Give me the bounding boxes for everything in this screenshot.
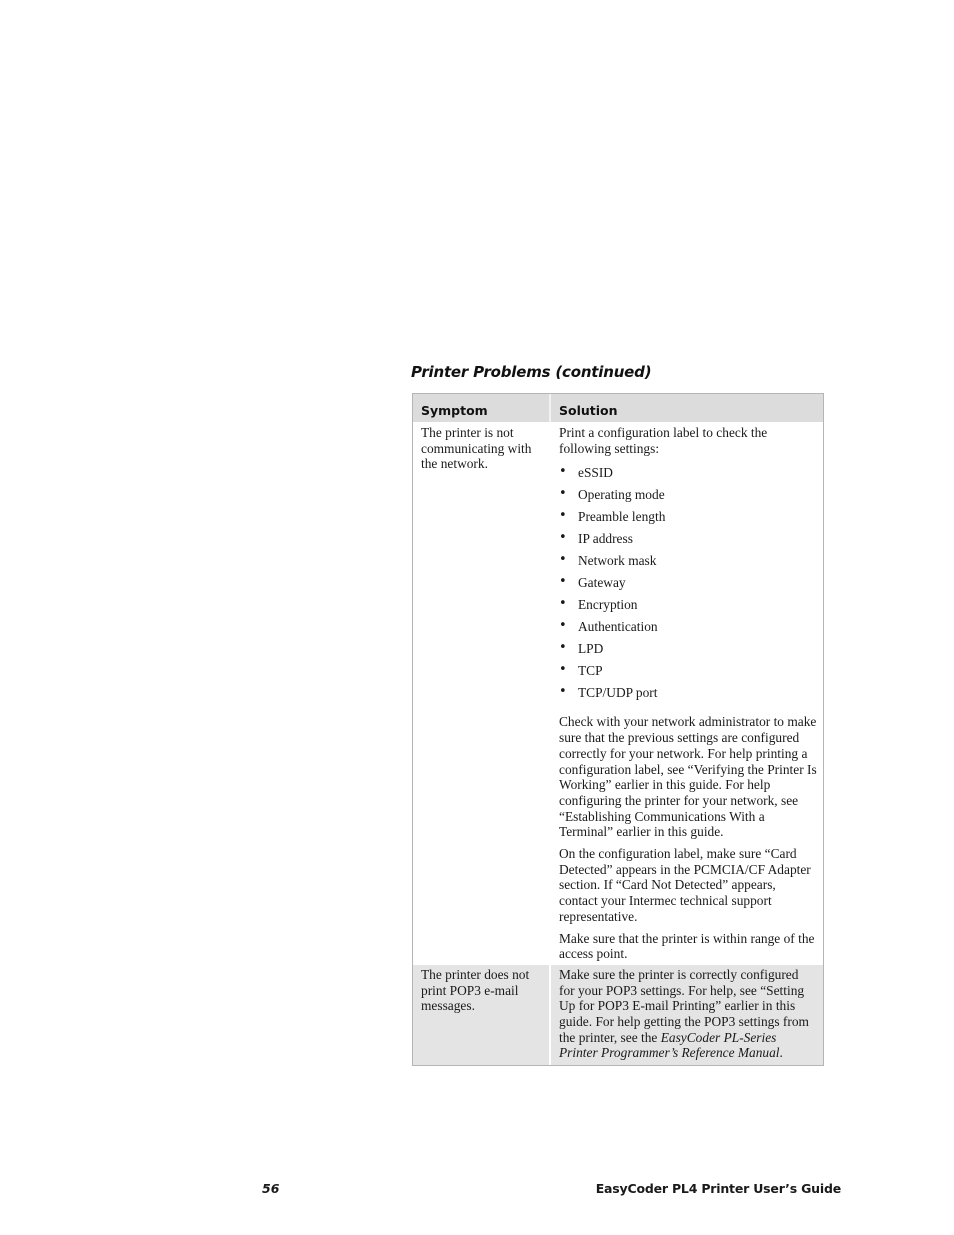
bullet-icon: • bbox=[559, 596, 567, 612]
bullet-icon: • bbox=[559, 486, 567, 502]
bullet-icon: • bbox=[559, 662, 567, 678]
column-divider bbox=[549, 422, 551, 965]
list-item: • Gateway bbox=[559, 574, 626, 591]
list-item: • eSSID bbox=[559, 464, 613, 481]
table-row bbox=[413, 422, 823, 965]
solution-cell bbox=[549, 422, 823, 965]
symptom-cell: The printer is not communicating with the network. bbox=[421, 425, 532, 472]
bullet-icon: • bbox=[559, 684, 567, 700]
solution-text: Make sure the printer is correctly configured for your POP3 settings. For help, see “Setting Up for POP3 E-mail Printing” earlier in this guide. For help getting the POP3 settings from the printer, see the bbox=[559, 966, 809, 1045]
column-divider bbox=[549, 965, 551, 1065]
bullet-icon: • bbox=[559, 552, 567, 568]
settings-list bbox=[559, 465, 817, 707]
solution-cell bbox=[549, 965, 823, 1065]
column-divider bbox=[549, 394, 551, 422]
troubleshooting-table bbox=[412, 393, 824, 1066]
bullet-icon: • bbox=[559, 640, 567, 656]
bullet-icon: • bbox=[559, 574, 567, 590]
bullet-icon: • bbox=[559, 508, 567, 524]
table-header-row bbox=[413, 394, 823, 422]
solution-paragraph: Make sure that the printer is within range of the access point. bbox=[559, 930, 815, 962]
list-item: • Network mask bbox=[559, 552, 657, 569]
page-number: 56 bbox=[262, 1181, 280, 1196]
bullet-icon: • bbox=[559, 530, 567, 546]
list-item: • IP address bbox=[559, 530, 633, 547]
guide-title: EasyCoder PL4 Printer User’s Guide bbox=[595, 1181, 841, 1196]
solution-paragraph: On the configuration label, make sure “Card Detected” appears in the PCMCIA/CF Adapter section. If “Card Not Detected” appears, contact your Intermec technical support representative. bbox=[559, 846, 811, 924]
section-title: Printer Problems (continued) bbox=[411, 363, 652, 381]
list-item: • LPD bbox=[559, 640, 604, 657]
bullet-icon: • bbox=[559, 464, 567, 480]
symptom-cell: The printer does not print POP3 e-mail messages. bbox=[421, 966, 530, 1014]
bullet-icon: • bbox=[559, 618, 567, 634]
solution-end: . bbox=[779, 1045, 783, 1061]
list-item: • Authentication bbox=[559, 618, 658, 635]
solution-paragraph: Check with your network administrator to make sure that the previous settings are configured correctly for your network. For help printing a configuration label, see “Verifying the Printer Is Working” earlier in this guide. For help configuring the printer for your network, see “Establishing Communications With a Terminal” earlier in this guide. bbox=[559, 714, 817, 840]
symptom-column-header: Symptom bbox=[421, 402, 488, 418]
solution-column-header: Solution bbox=[559, 402, 618, 418]
manual-reference: EasyCoder PL-Series Printer Programmer’s Reference Manual bbox=[559, 1029, 780, 1061]
list-item: • TCP/UDP port bbox=[559, 684, 658, 701]
table-row bbox=[413, 965, 823, 1065]
list-item: • Operating mode bbox=[559, 486, 665, 503]
solution-intro: Print a configuration label to check the following settings: bbox=[559, 425, 768, 456]
list-item: • Encryption bbox=[559, 596, 638, 613]
list-item: • Preamble length bbox=[559, 508, 666, 525]
list-item: • TCP bbox=[559, 662, 603, 679]
